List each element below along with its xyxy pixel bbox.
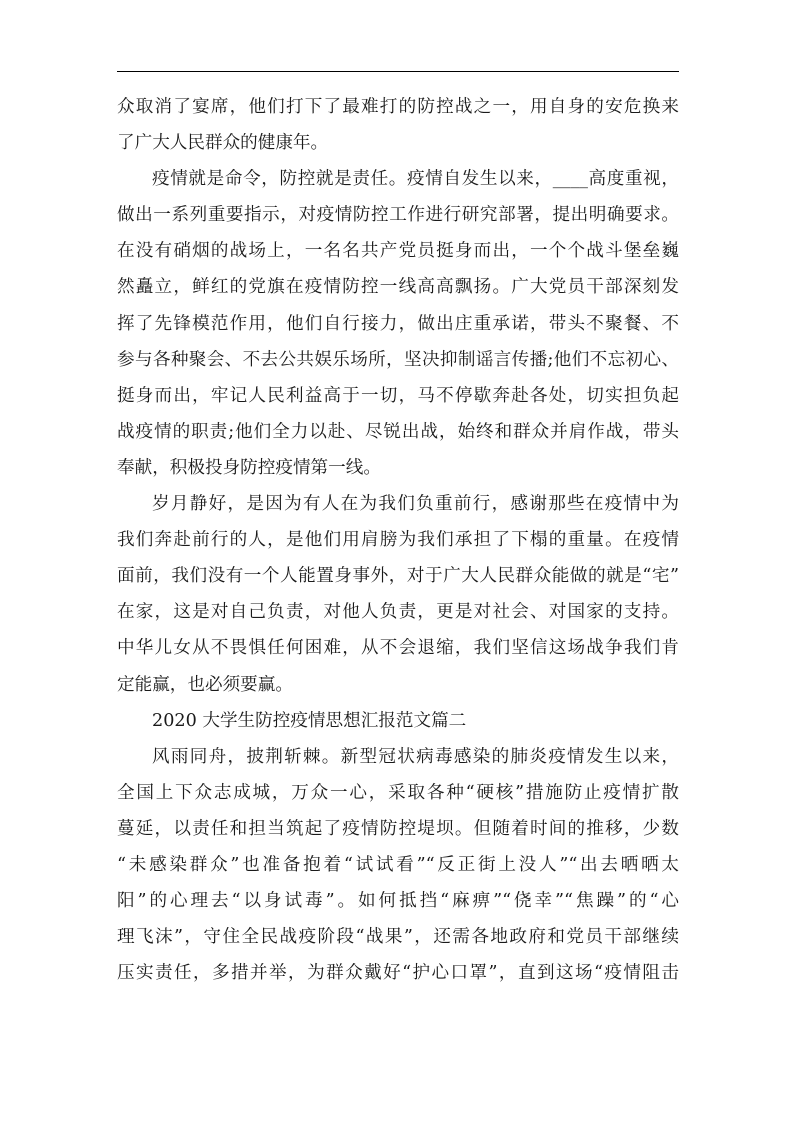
paragraph-line: 岁月静好，是因为有人在为我们负重前行，感谢那些在疫情中为 [152, 494, 679, 515]
paragraph-line: 面前，我们没有一个人能置身事外，对于广大人民群众能做的就是“宅” [117, 566, 679, 587]
paragraph-line: 风雨同舟，披荆斩棘。新型冠状病毒感染的肺炎疫情发生以来， [152, 746, 679, 767]
paragraph-line: 在家，这是对自己负责，对他人负责，更是对社会、对国家的支持。 [117, 602, 679, 623]
paragraph-line: 然矗立，鲜红的党旗在疫情防控一线高高飘扬。广大党员干部深刻发 [117, 277, 679, 298]
paragraph-line: 参与各种聚会、不去公共娱乐场所，坚决抑制谣言传播;他们不忘初心、 [117, 349, 679, 370]
document-body [117, 89, 679, 991]
paragraph-line: 挥了先锋模范作用，他们自行接力，做出庄重承诺，带头不聚餐、不 [117, 313, 679, 334]
paragraph-line: 我们奔赴前行的人，是他们用肩膀为我们承担了下榻的重量。在疫情 [117, 530, 679, 551]
paragraph-line: 中华儿女从不畏惧任何困难，从不会退缩，我们坚信这场战争我们肯 [117, 638, 679, 659]
paragraph-line: 了广大人民群众的健康年。 [117, 133, 329, 154]
paragraph-line: 战疫情的职责;他们全力以赴、尽锐出战，始终和群众并肩作战，带头 [117, 421, 679, 442]
section-heading: 2020 大学生防控疫情思想汇报范文篇二 [152, 710, 467, 731]
header-rule [117, 71, 679, 72]
paragraph-line: 全国上下众志成城，万众一心，采取各种“硬核”措施防止疫情扩散 [117, 782, 679, 803]
paragraph-line: 蔓延，以责任和担当筑起了疫情防控堤坝。但随着时间的推移，少数 [117, 818, 679, 839]
paragraph-line: 在没有硝烟的战场上，一名名共产党员挺身而出，一个个战斗堡垒巍 [117, 241, 679, 262]
paragraph-line: 压实责任，多措并举，为群众戴好“护心口罩”，直到这场“疫情阻击 [117, 963, 679, 984]
paragraph-line: 疫情就是命令，防控就是责任。疫情自发生以来，____高度重视， [152, 169, 679, 190]
paragraph-line: 理飞沫”，守住全民战疫阶段“战果”，还需各地政府和党员干部继续 [117, 927, 679, 948]
paragraph-line: 定能赢，也必须要赢。 [117, 674, 293, 695]
paragraph-line: “未感染群众”也准备抱着“试试看”“反正街上没人”“出去晒晒太 [117, 854, 679, 875]
paragraph-line: 阳”的心理去“以身试毒”。如何抵挡“麻痹”“侥幸”“焦躁”的“心 [117, 891, 679, 912]
paragraph-line: 挺身而出，牢记人民利益高于一切，马不停歇奔赴各处，切实担负起 [117, 385, 679, 406]
paragraph-line: 众取消了宴席，他们打下了最难打的防控战之一，用自身的安危换来 [117, 97, 679, 117]
paragraph-line: 奉献，积极投身防控疫情第一线。 [117, 457, 381, 478]
paragraph-line: 做出一系列重要指示，对疫情防控工作进行研究部署，提出明确要求。 [117, 205, 679, 226]
